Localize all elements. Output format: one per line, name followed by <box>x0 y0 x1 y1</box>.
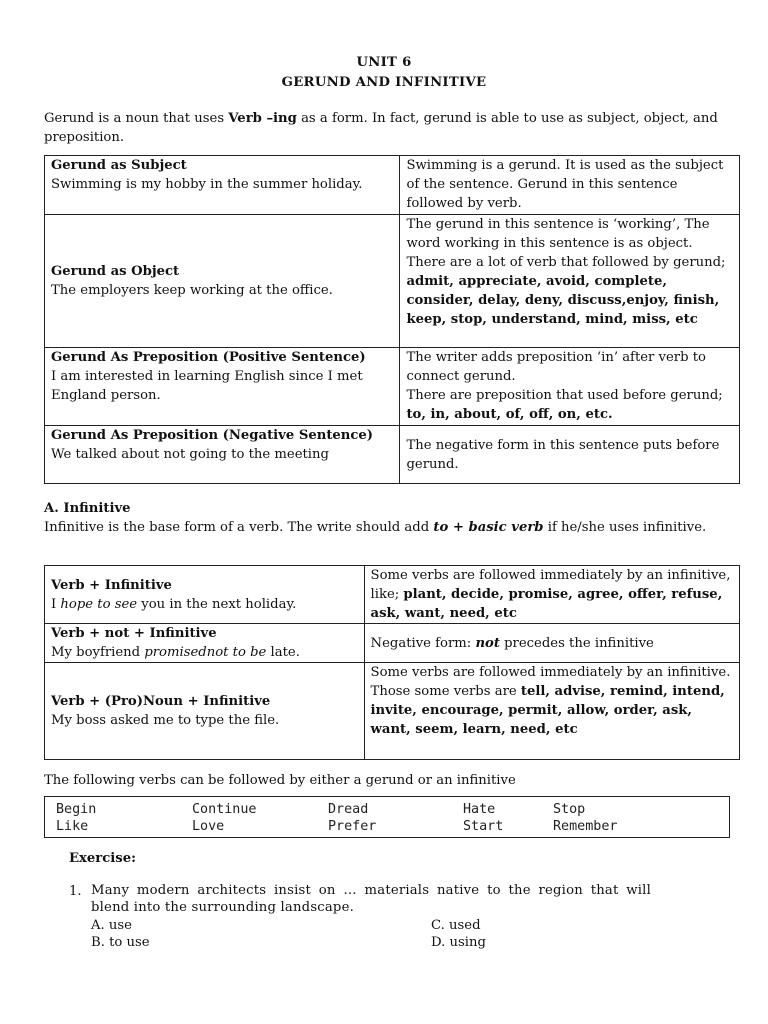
table-row <box>45 624 740 663</box>
table-row <box>45 215 740 348</box>
gerund-preposition-positive-explanation: The writer adds preposition ‘in’ after verb to connect gerund. There are preposition that used before gerund; to, in, about, of, off, on, etc. <box>400 348 740 426</box>
pronoun-infinitive-verb-list: tell, advise, remind, intend, invite, encourage, permit, allow, order, ask, want, seem, learn, need, etc <box>370 684 725 737</box>
intro-paragraph: Gerund is a noun that uses Verb –ing as a form. In fact, gerund is able to use as subject, object, and preposition. <box>44 111 718 145</box>
verb-not-infinitive-cell: Verb + not + Infinitive My boyfriend promisednot to be late. <box>45 624 365 663</box>
gerund-object-explanation: The gerund in this sentence is ‘working’, The word working in this sentence is as object. There are a lot of verb that followed by gerund; admit, appreciate, avoid, complete, consider, delay, deny, discuss,enjoy, finish, keep, stop, understand, mind, miss, etc <box>400 215 740 348</box>
gerund-subject-explanation: Swimming is a gerund. It is used as the subject of the sentence. Gerund in this sentence followed by verb. <box>400 156 740 215</box>
verb-infinitive-explanation: Some verbs are followed immediately by an infinitive, like; plant, decide, promise, agree, offer, refuse, ask, want, need, etc <box>364 566 739 624</box>
option-d[interactable]: D. using <box>431 935 486 950</box>
exercise-label: Exercise: <box>69 851 136 866</box>
question-text: Many modern architects insist on … materials native to the region that will blend into the surrounding landscape. <box>91 883 651 915</box>
option-b[interactable]: B. to use <box>91 935 150 950</box>
verb-word: Like <box>56 819 89 834</box>
verb-infinitive-cell: Verb + Infinitive I hope to see you in the next holiday. <box>45 566 365 624</box>
verb-pronoun-infinitive-cell: Verb + (Pro)Noun + Infinitive My boss asked me to type the file. <box>45 663 365 760</box>
intro-bold: Verb –ing <box>228 111 297 126</box>
table-row <box>45 426 740 484</box>
verb-pronoun-infinitive-explanation: Some verbs are followed immediately by an infinitive. Those some verbs are tell, advise, remind, intend, invite, encourage, permit, allow, order, ask, want, seem, learn, need, etc <box>364 663 739 760</box>
verb-not-infinitive-explanation: Negative form: not precedes the infinitive <box>364 624 739 663</box>
verb-word: Remember <box>553 819 618 834</box>
table-row <box>45 663 740 760</box>
gerund-subject-cell: Gerund as Subject Swimming is my hobby in the summer holiday. <box>45 156 400 215</box>
table-row <box>45 156 740 215</box>
infinitive-verb-list: plant, decide, promise, agree, offer, refuse, ask, want, need, etc <box>370 587 723 621</box>
infinitive-formula: to + basic verb <box>433 520 544 535</box>
verb-word: Hate <box>463 802 496 817</box>
table-row <box>45 566 740 624</box>
verb-word: Continue <box>192 802 257 817</box>
verb-word: Stop <box>553 802 586 817</box>
gerund-verb-list: admit, appreciate, avoid, complete, consider, delay, deny, discuss,enjoy, finish, keep, stop, understand, mind, miss, etc <box>406 274 720 327</box>
question-number: 1. <box>69 884 82 899</box>
verb-word: Dread <box>328 802 369 817</box>
option-a[interactable]: A. use <box>91 918 132 933</box>
unit-label: UNIT 6 <box>356 55 412 70</box>
verb-word: Start <box>463 819 504 834</box>
gerund-preposition-negative-explanation: The negative form in this sentence puts before gerund. <box>400 426 740 484</box>
preposition-list: to, in, about, of, off, on, etc. <box>406 407 613 422</box>
verb-list-box <box>44 796 730 838</box>
verb-word: Love <box>192 819 225 834</box>
verb-word: Prefer <box>328 819 377 834</box>
gerund-object-cell: Gerund as Object The employers keep working at the office. <box>45 215 400 348</box>
gerund-table <box>44 155 740 484</box>
table-row <box>45 348 740 426</box>
verb-word: Begin <box>56 802 97 817</box>
both-forms-intro: The following verbs can be followed by either a gerund or an infinitive <box>44 773 516 788</box>
infinitive-intro: Infinitive is the base form of a verb. The write should add to + basic verb if he/she uses infinitive. <box>44 520 707 535</box>
option-c[interactable]: C. used <box>431 918 481 933</box>
gerund-preposition-negative-cell: Gerund As Preposition (Negative Sentence) We talked about not going to the meeting <box>45 426 400 484</box>
infinitive-table <box>44 565 740 760</box>
page-title: GERUND AND INFINITIVE <box>281 75 487 90</box>
infinitive-heading: A. Infinitive <box>44 501 131 516</box>
gerund-preposition-positive-cell: Gerund As Preposition (Positive Sentence) I am interested in learning English since I met England person. <box>45 348 400 426</box>
